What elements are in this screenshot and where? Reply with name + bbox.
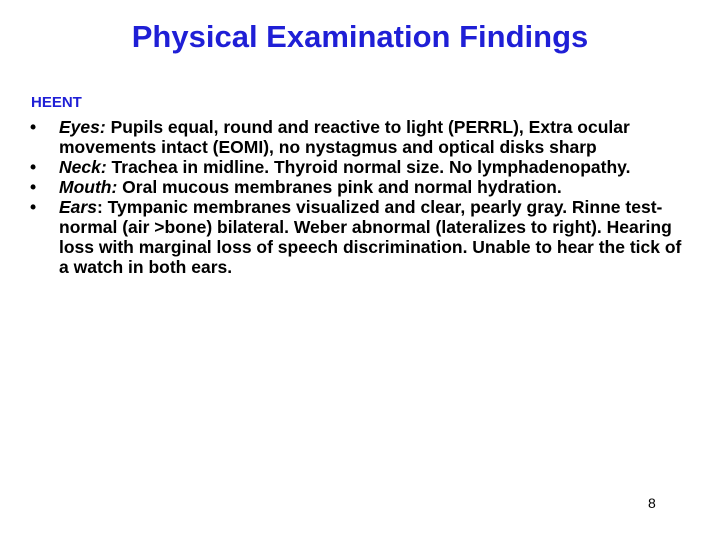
list-item-eyes [28, 117, 688, 157]
bullet-icon: • [30, 157, 37, 177]
page-title: Physical Examination Findings [131, 19, 589, 54]
finding-term: Ears [59, 197, 97, 217]
finding-text: Trachea in midline. Thyroid normal size. No lymphadenopathy. [106, 157, 631, 177]
finding-text: Pupils equal, round and reactive to light (PERRL), Extra ocular movements intact (EOMI), no nystagmus and optical disks sharp [59, 117, 630, 157]
finding-term: Eyes: [59, 117, 106, 137]
section-label-heent: HEENT [31, 94, 82, 111]
bullet-icon: • [30, 177, 37, 197]
finding-term: Neck: [59, 157, 107, 177]
finding-term: Mouth: [59, 177, 118, 197]
page-number: 8 [648, 495, 656, 511]
bullet-icon: • [30, 197, 37, 217]
bullet-icon: • [30, 117, 37, 137]
findings-list [28, 117, 688, 277]
list-item-neck [28, 157, 688, 177]
finding-text: : Tympanic membranes visualized and clear, pearly gray. Rinne test-normal (air >bone) bilateral. Weber abnormal (lateralizes to right). Hearing loss with marginal loss of speech discrimination. Unable to hear the tick of a watch in both ears. [59, 197, 682, 277]
finding-text: Oral mucous membranes pink and normal hydration. [117, 177, 562, 197]
list-item-mouth [28, 177, 688, 197]
list-item-ears [28, 197, 688, 277]
